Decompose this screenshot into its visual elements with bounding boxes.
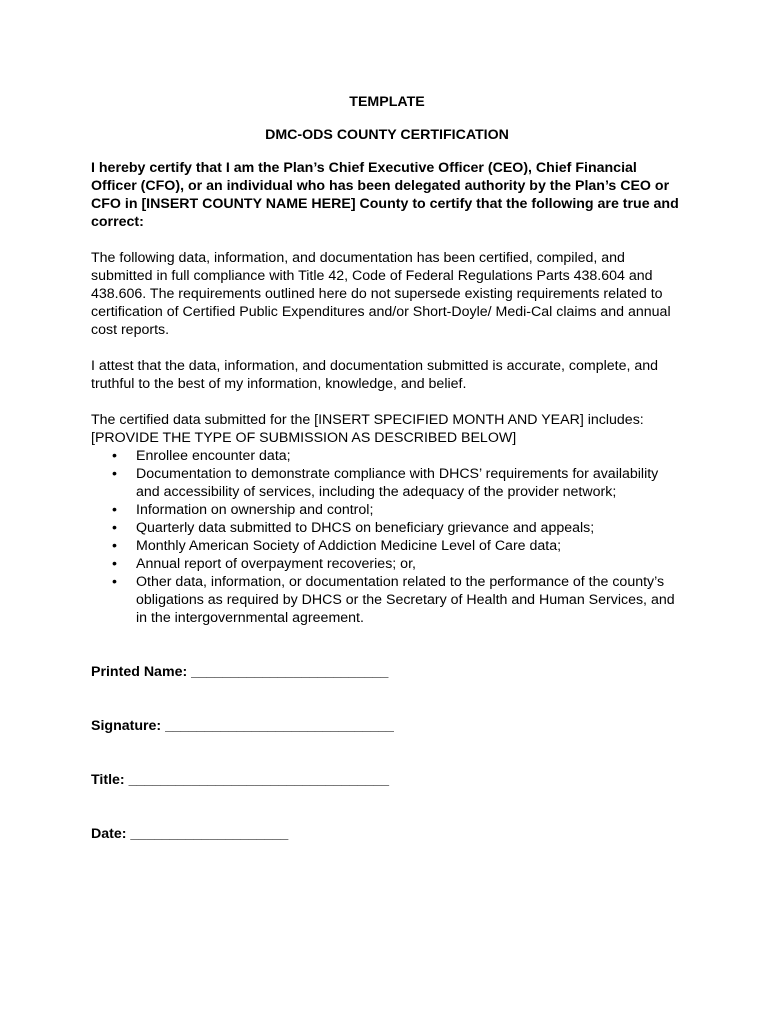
submission-list — [91, 447, 683, 627]
list-item — [91, 555, 683, 573]
list-item-text: Quarterly data submitted to DHCS on beneficiary grievance and appeals; — [136, 520, 595, 536]
list-item-text: Documentation to demonstrate compliance with DHCS’ requirements for availability and accessibility of services, including the adequacy of the provider network; — [136, 466, 659, 500]
attestation-paragraph: I attest that the data, information, and documentation submitted is accurate, complete, and truthful to the best of my information, knowledge, and belief. — [91, 358, 659, 392]
printed-name-field[interactable]: Printed Name: _________________________ — [91, 664, 389, 680]
submission-paragraph: The certified data submitted for the [INSERT SPECIFIED MONTH AND YEAR] includes: [PROVIDE THE TYPE OF SUBMISSION AS DESCRIBED BELOW] — [91, 412, 644, 446]
list-item — [91, 447, 683, 465]
signature-field[interactable]: Signature: _____________________________ — [91, 718, 394, 734]
list-item-text: Annual report of overpayment recoveries; or, — [136, 556, 416, 572]
date-field[interactable]: Date: ____________________ — [91, 826, 289, 842]
list-item-text: Other data, information, or documentation related to the performance of the county’s obligations as required by DHCS or the Secretary of Health and Human Services, and in the intergovernmental agreement. — [136, 574, 675, 626]
bullet-icon: • — [112, 466, 117, 482]
signature-block — [91, 663, 683, 843]
bullet-icon: • — [112, 448, 117, 464]
certify-statement: I hereby certify that I am the Plan’s Chief Executive Officer (CEO), Chief Financial Officer (CFO), or an individual who has been delegated authority by the Plan’s CEO or CFO in [INSERT COUNTY NAME HERE] County to certify that the following are true and correct: — [91, 160, 679, 230]
bullet-icon: • — [112, 574, 117, 590]
list-item-text: Information on ownership and control; — [136, 502, 374, 518]
bullet-icon: • — [112, 502, 117, 518]
bullet-icon: • — [112, 556, 117, 572]
compliance-paragraph: The following data, information, and documentation has been certified, compiled, and submitted in full compliance with Title 42, Code of Federal Regulations Parts 438.604 and 438.606. The requirements outlined here do not supersede existing requirements related to certification of Certified Public Expenditures and/or Short-Doyle/ Medi-Cal claims and annual cost reports. — [91, 250, 671, 338]
title-field[interactable]: Title: _________________________________ — [91, 772, 389, 788]
template-label: TEMPLATE — [349, 94, 425, 110]
bullet-icon: • — [112, 520, 117, 536]
list-item-text: Enrollee encounter data; — [136, 448, 291, 464]
list-item — [91, 537, 683, 555]
list-item — [91, 519, 683, 537]
list-item-text: Monthly American Society of Addiction Medicine Level of Care data; — [136, 538, 562, 554]
document-body — [91, 93, 683, 879]
bullet-icon: • — [112, 538, 117, 554]
list-item — [91, 573, 683, 627]
document-title: DMC-ODS COUNTY CERTIFICATION — [265, 127, 509, 143]
list-item — [91, 501, 683, 519]
list-item — [91, 465, 683, 501]
